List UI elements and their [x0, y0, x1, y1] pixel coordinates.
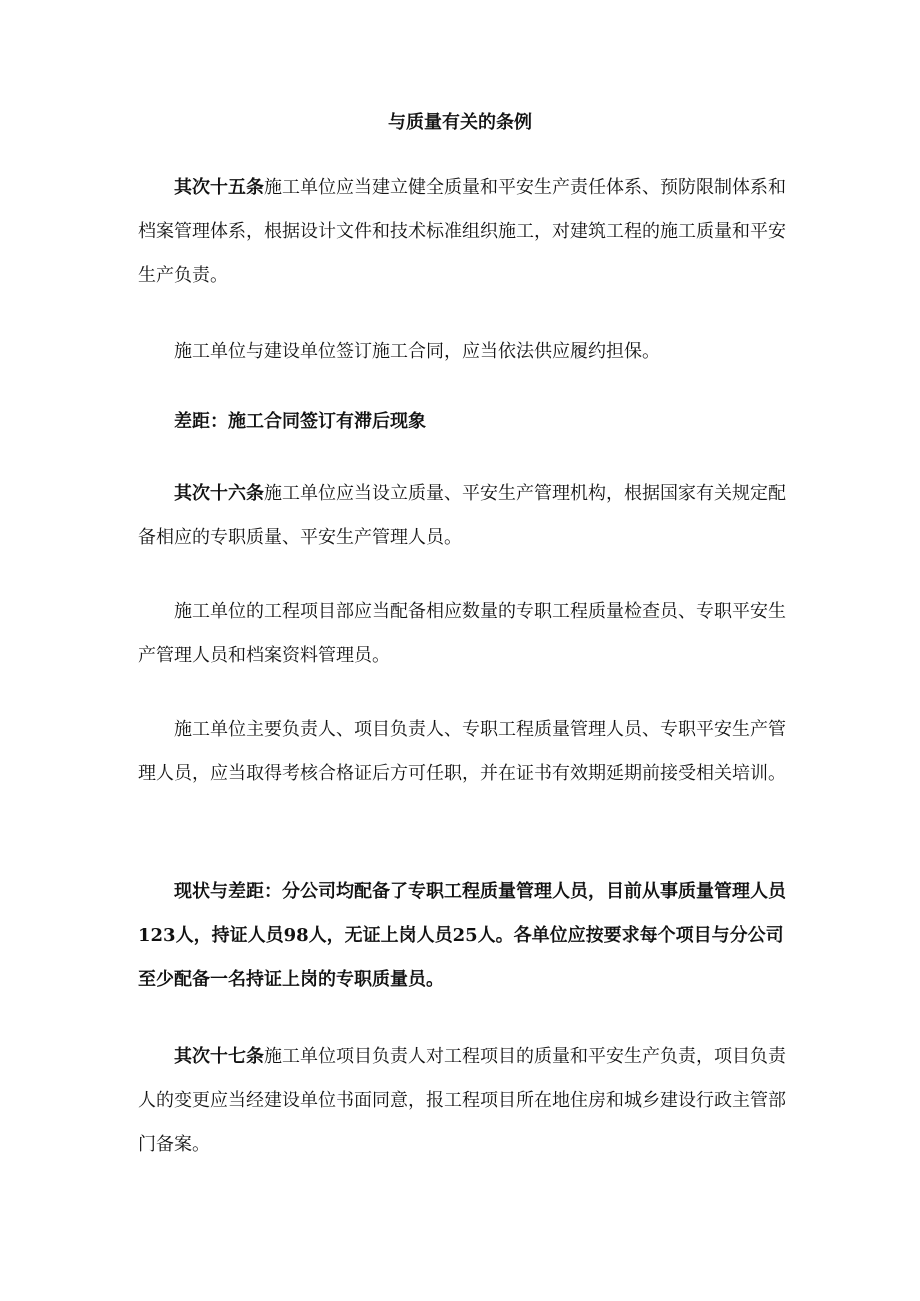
contract-guarantee-text: 施工单位与建设单位签订施工合同，应当依法供应履约担保。 [174, 341, 660, 362]
article-27-heading: 其次十七条 [174, 1046, 264, 1067]
certification-paragraph [138, 708, 788, 796]
article-27-text: 施工单位项目负责人对工程项目的质量和平安生产负责，项目负责人的变更应当经建设单位书面同意，报工程项目所在地住房和城乡建设行政主管部门备案。 [138, 1046, 786, 1155]
certification-text: 施工单位主要负责人、项目负责人、专职工程质量管理人员、专职平安生产管理人员，应当取得考核合格证后方可任职，并在证书有效期延期前接受相关培训。 [138, 719, 786, 784]
article-25-heading: 其次十五条 [174, 177, 264, 198]
article-26-paragraph [138, 472, 788, 560]
contract-guarantee-paragraph [138, 330, 788, 374]
article-27-paragraph [138, 1035, 788, 1167]
document-title: 与质量有关的条例 [388, 112, 532, 133]
article-25-text: 施工单位应当建立健全质量和平安生产责任体系、预防限制体系和档案管理体系，根据设计文件和技术标准组织施工，对建筑工程的施工质量和平安生产负责。 [138, 177, 786, 286]
status-gap-text: 现状与差距：分公司均配备了专职工程质量管理人员，目前从事质量管理人员123人，持证人员98人，无证上岗人员25人。各单位应按要求每个项目与分公司至少配备一名持证上岗的专职质量员。 [138, 881, 786, 990]
project-staffing-text: 施工单位的工程项目部应当配备相应数量的专职工程质量检查员、专职平安生产管理人员和档案资料管理员。 [138, 601, 786, 666]
article-26-text: 施工单位应当设立质量、平安生产管理机构，根据国家有关规定配备相应的专职质量、平安生产管理人员。 [138, 483, 786, 548]
contract-gap-note [138, 400, 788, 444]
article-26-heading: 其次十六条 [174, 483, 264, 504]
article-25-paragraph [138, 166, 788, 298]
status-gap-note [138, 870, 788, 1002]
contract-gap-text: 差距：施工合同签订有滞后现象 [174, 411, 426, 432]
project-staffing-paragraph [138, 590, 788, 678]
